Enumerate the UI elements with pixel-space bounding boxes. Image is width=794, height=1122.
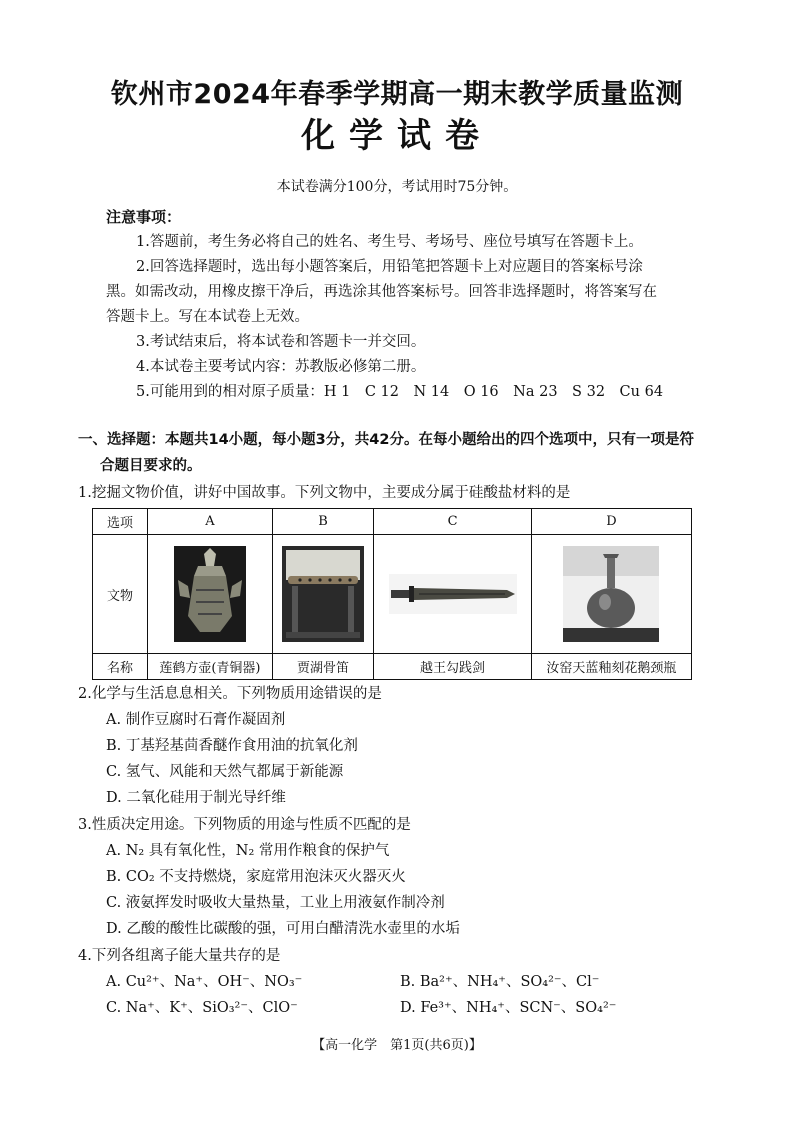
question-3-option-a: A. N₂ 具有氧化性，N₂ 常用作粮食的保护气 [106, 843, 390, 859]
relic-image-cell [272, 535, 373, 654]
relic-image-cell [531, 535, 691, 654]
relics-table [92, 508, 692, 680]
question-4-option-a: A. Cu²⁺、Na⁺、OH⁻、NO₃⁻ [106, 974, 303, 990]
question-2-option: C. 氢气、风能和天然气都属于新能源 [106, 764, 344, 780]
exam-meta: 本试卷满分100分，考试用时75分钟。 [276, 179, 518, 195]
notice-line: 答题卡上。写在本试卷上无效。 [106, 309, 309, 325]
question-4-option-d: D. Fe³⁺、NH₄⁺、SCN⁻、SO₄²⁻ [400, 1000, 617, 1016]
question-4-option-b: B. Ba²⁺、NH₄⁺、SO₄²⁻、Cl⁻ [400, 974, 600, 990]
question-3-stem: 3.性质决定用途。下列物质的用途与性质不匹配的是 [78, 817, 411, 833]
question-3-option-b: B. CO₂ 不支持燃烧，家庭常用泡沫灭火器灭火 [106, 869, 406, 885]
question-2-option: A. 制作豆腐时石膏作凝固剂 [106, 712, 286, 728]
notice-line: 4.本试卷主要考试内容：苏教版必修第二册。 [136, 359, 426, 375]
column-header: A [148, 509, 273, 535]
bone-flute-icon [282, 546, 364, 642]
porcelain-vase-icon [563, 546, 659, 642]
exam-title: 钦州市2024年春季学期高一期末教学质量监测 [110, 79, 684, 110]
section-heading: 一、选择题：本题共14小题，每小题3分，共42分。在每小题给出的四个选项中，只有一项是符 [78, 432, 694, 448]
notice-line: 2.回答选择题时，选出每小题答案后，用铅笔把答题卡上对应题目的答案标号涂 [136, 259, 643, 275]
question-2-option: D. 二氧化硅用于制光导纤维 [106, 790, 286, 806]
column-header: B [272, 509, 373, 535]
notice-line: 5.可能用到的相对原子质量：H 1 C 12 N 14 O 16 Na 23 S 32 Cu 64 [136, 384, 664, 400]
page-footer: 【高一化学 第1页(共6页)】 [312, 1038, 482, 1053]
question-3-option-c: C. 液氨挥发时吸收大量热量，工业上用液氨作制冷剂 [106, 895, 445, 911]
question-1-stem: 1.挖掘文物价值，讲好中国故事。下列文物中，主要成分属于硅酸盐材料的是 [78, 485, 571, 501]
column-header: D [531, 509, 691, 535]
relic-image-cell [148, 535, 273, 654]
row-label-option: 选项 [93, 509, 148, 535]
question-2-stem: 2.化学与生活息息相关。下列物质用途错误的是 [78, 686, 382, 702]
relic-name: 汝窑天蓝釉刻花鹅颈瓶 [531, 654, 691, 680]
relic-name: 越王勾践剑 [374, 654, 532, 680]
question-3-option-d: D. 乙酸的酸性比碳酸的强，可用白醋清洗水壶里的水垢 [106, 921, 460, 937]
question-4-stem: 4.下列各组离子能大量共存的是 [78, 948, 281, 964]
section-heading-cont: 合题目要求的。 [100, 458, 202, 474]
row-label-relic: 文物 [93, 535, 148, 654]
exam-subtitle: 化学试卷 [301, 116, 493, 156]
column-header: C [374, 509, 532, 535]
notice-line: 1.答题前，考生务必将自己的姓名、考生号、考场号、座位号填写在答题卡上。 [136, 234, 643, 250]
bronze-sword-icon [389, 574, 517, 614]
notice-line: 黑。如需改动，用橡皮擦干净后，再选涂其他答案标号。回答非选择题时，将答案写在 [106, 284, 657, 300]
relic-name: 贾湖骨笛 [272, 654, 373, 680]
relic-name: 莲鹤方壶(青铜器) [148, 654, 273, 680]
notice-heading: 注意事项： [106, 208, 182, 226]
relic-image-cell [374, 535, 532, 654]
question-4-option-c: C. Na⁺、K⁺、SiO₃²⁻、ClO⁻ [106, 1000, 298, 1016]
bronze-pot-icon [174, 546, 246, 642]
notice-line: 3.考试结束后，将本试卷和答题卡一并交回。 [136, 334, 426, 350]
question-2-option: B. 丁基羟基茴香醚作食用油的抗氧化剂 [106, 738, 358, 754]
row-label-name: 名称 [93, 654, 148, 680]
